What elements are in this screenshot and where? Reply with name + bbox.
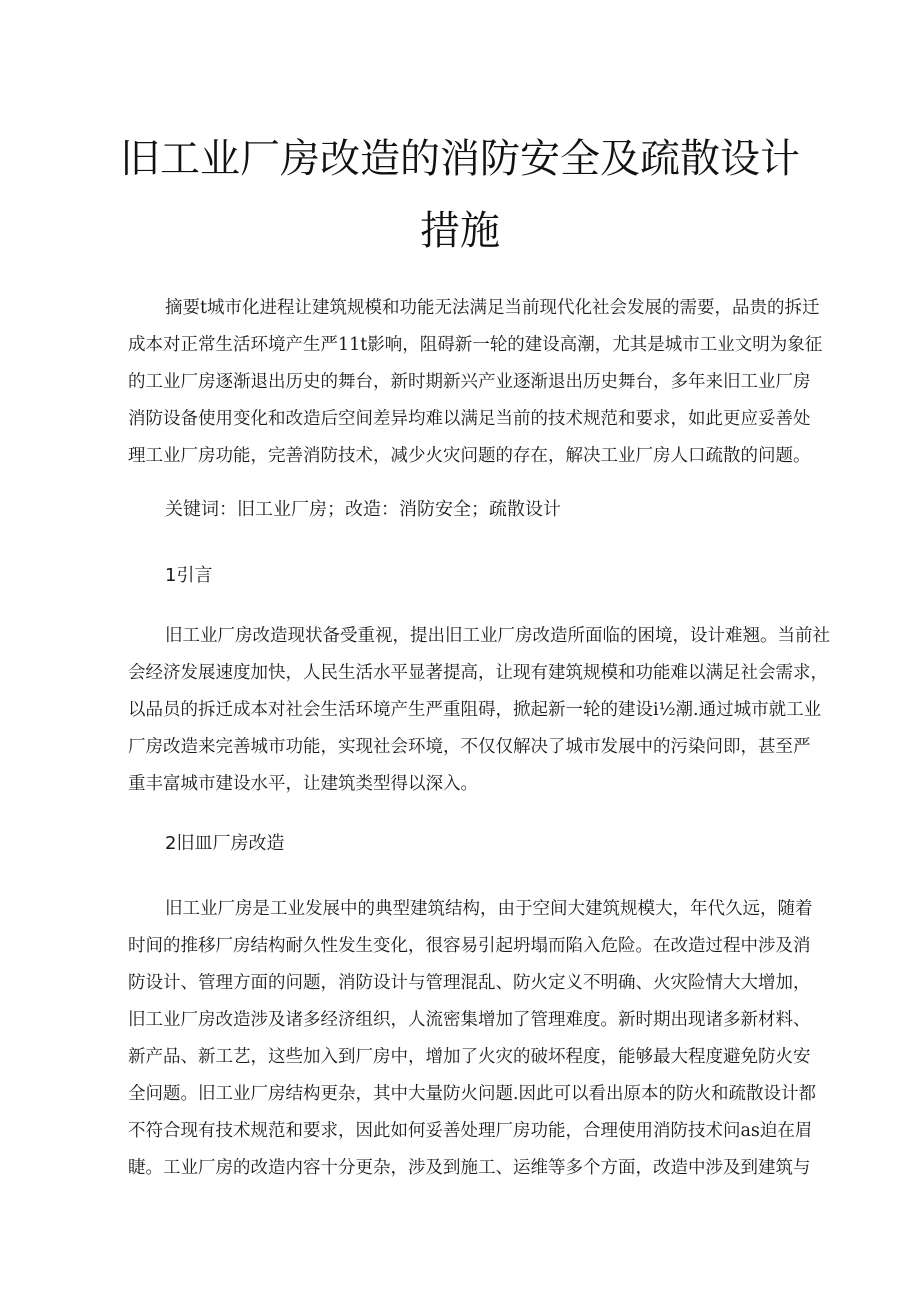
text-line: 全问题。旧工业厂房结构更杂，其中大量防火问题.因此可以看出原本的防火和疏散设计都 bbox=[128, 1084, 817, 1104]
section-heading-introduction: 1引言 bbox=[165, 565, 213, 586]
text-line: 旧工业厂房改造涉及诸多经济组织，人流密集增加了管理难度。新时期出现诸多新材料、 bbox=[128, 1010, 811, 1030]
text-line: 会经济发展速度加快，人民生活水平显著提高，让现有建筑规模和功能难以满足社会需求， bbox=[128, 663, 828, 683]
abstract-paragraph bbox=[128, 290, 823, 475]
introduction-paragraph bbox=[128, 618, 830, 803]
text-line: 旧工业厂房是工业发展中的典型建筑结构，由于空间大建筑规模大，年代久远，随着 bbox=[165, 899, 813, 919]
text-line: 理工业厂房功能，完善消防技术，减少火灾问题的存在，解决工业厂房人口疏散的问题。 bbox=[128, 446, 811, 466]
text-line: 摘要t城市化进程让建筑规模和功能无法满足当前现代化社会发展的需要，品贵的拆迁 bbox=[165, 298, 820, 318]
text-line: 重丰富城市建设水平，让建筑类型得以深入。 bbox=[128, 774, 478, 794]
document-title: 旧工业厂房改造的消防安全及疏散设计 bbox=[120, 136, 800, 182]
text-line: 厂房改造来完善城市功能，实现社会环境，不仅仅解决了城市发展中的污染问即，甚至严 bbox=[128, 737, 811, 757]
keywords-line: 关键词：旧工业厂房；改造：消防安全；疏散设计 bbox=[165, 499, 561, 520]
renovation-paragraph bbox=[128, 891, 817, 1187]
text-line: 新产品、新工艺，这些加入到厂房中，增加了火灾的破坏程度，能够最大程度避免防火安 bbox=[128, 1047, 811, 1067]
text-line: 旧工业厂房改造现状备受重视，提出旧工业厂房改造所面临的困境，设计难翘。当前社 bbox=[165, 626, 830, 646]
text-line: 消防设备使用变化和改造后空间差异均难以满足当前的技术规范和要求，如此更应妥善处 bbox=[128, 409, 811, 429]
section-heading-renovation: 2旧皿厂房改造 bbox=[165, 833, 285, 854]
text-line: 以品员的拆迁成本对社会生活环境产生严重阻碍，掀起新一轮的建设i½潮.通过城市就工业 bbox=[128, 700, 822, 720]
document-title-continued: 措施 bbox=[420, 208, 500, 254]
text-line: 防设计、管理方面的问题，消防设计与管理混乱、防火定义不明确、火灾险情大大增加， bbox=[128, 973, 811, 993]
text-line: 不符合现有技术规范和要求，因此如何妥善处理厂房功能，合理使用消防技术问as迫在眉 bbox=[128, 1121, 813, 1141]
text-line: 成本对正常生活环境产生严11t影响，阻碍新一轮的建设高潮，尤其是城市工业文明为象征 bbox=[128, 335, 823, 355]
text-line: 的工业厂房逐渐退出历史的舞台，新时期新兴产业逐渐退出历史舞台，多年来旧工业厂房 bbox=[128, 372, 811, 392]
text-line: 睫。工业厂房的改造内容十分更杂，涉及到施工、运维等多个方面，改造中涉及到建筑与 bbox=[128, 1158, 811, 1178]
text-line: 时间的推移厂房结构耐久性发生变化，很容易引起坍塌而陷入危险。在改造过程中涉及消 bbox=[128, 936, 811, 956]
